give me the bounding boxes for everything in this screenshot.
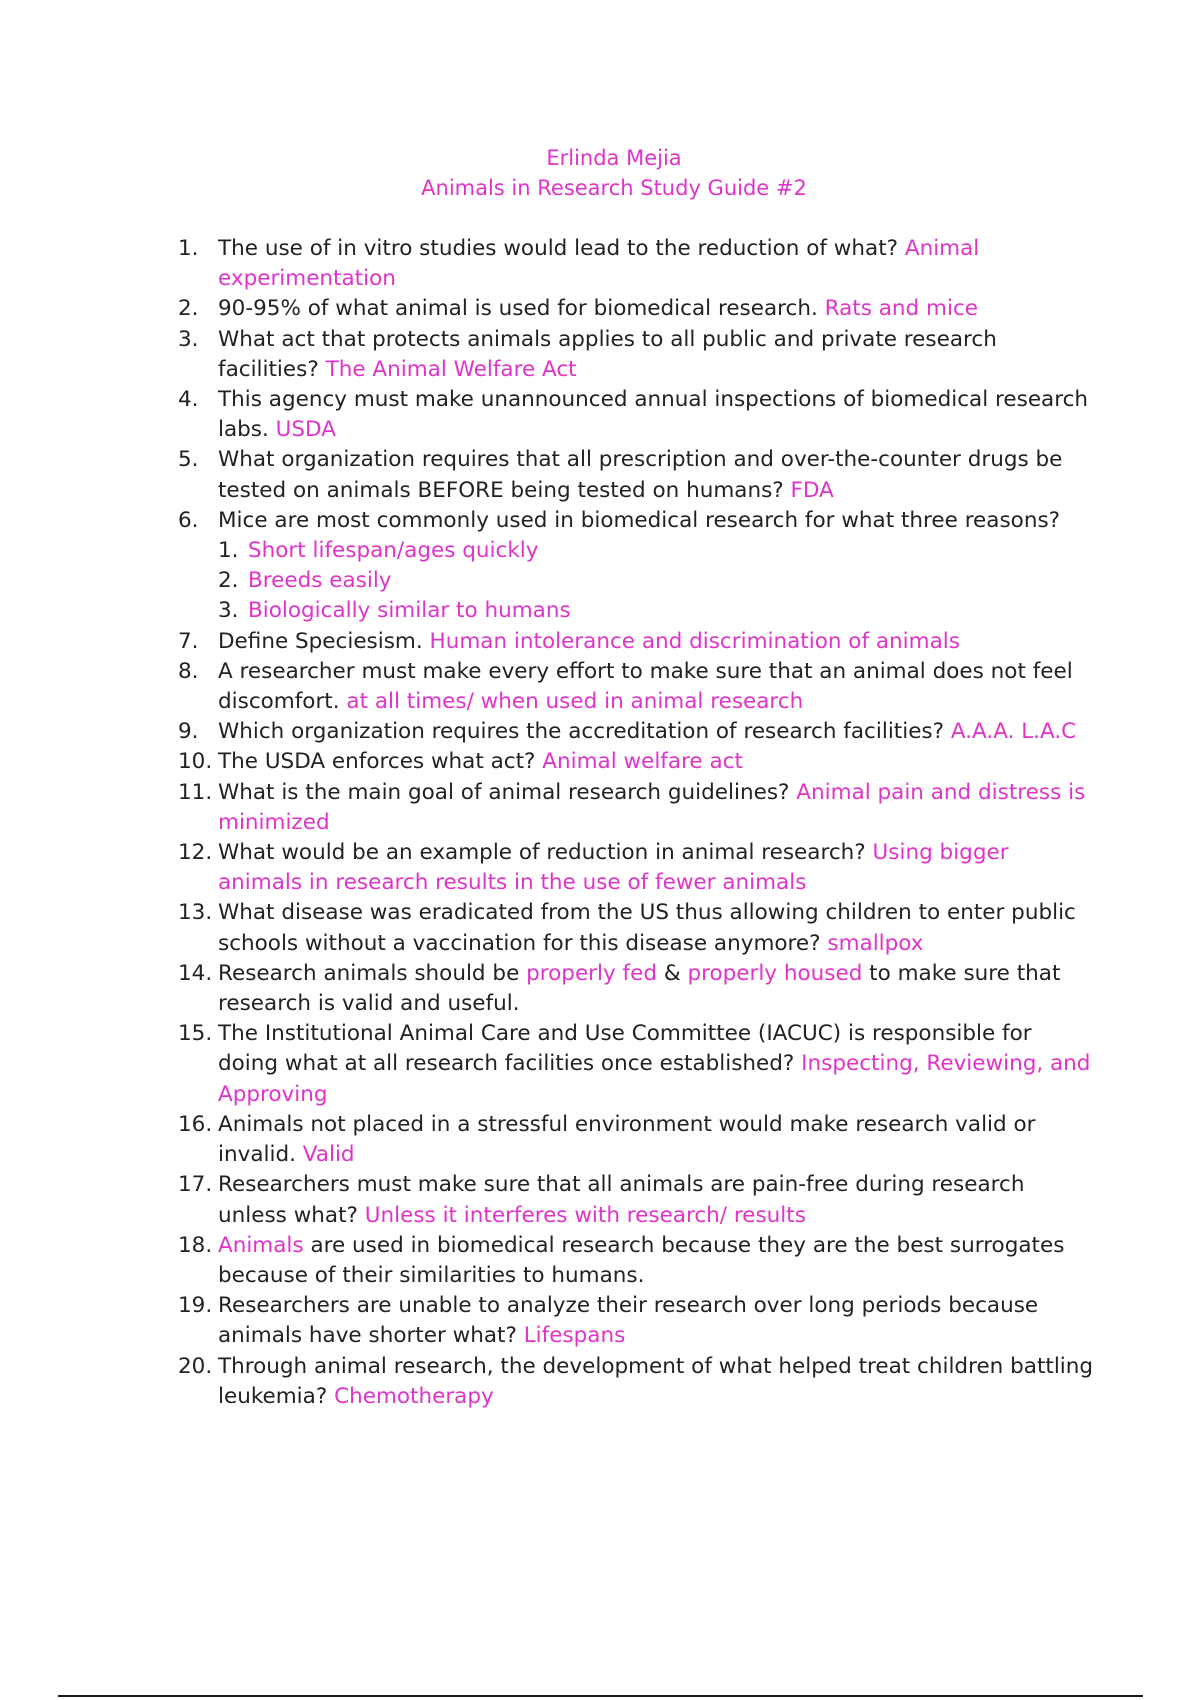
question-body (218, 236, 979, 291)
question-text: & (657, 960, 688, 986)
sub-answer-item (218, 566, 1098, 596)
question-body (218, 840, 1009, 895)
question-item (178, 778, 1098, 838)
question-body (218, 659, 1073, 714)
question-number: 15. (178, 1021, 213, 1047)
question-number: 12. (178, 840, 213, 866)
answer-text: Breeds easily (248, 568, 392, 594)
question-body (218, 780, 1085, 835)
question-body (218, 1233, 1064, 1288)
answer-text: Short lifespan/ages quickly (248, 538, 539, 564)
answer-text: at all times/ when used in animal research (346, 689, 804, 715)
question-body (218, 749, 743, 774)
question-text: The Institutional Animal Care and Use Committee (IACUC) is responsible for doing what at all research facilities once established? (218, 1021, 1032, 1077)
question-number: 3. (178, 326, 199, 352)
question-item (178, 1231, 1098, 1291)
question-text: What disease was eradicated from the US thus allowing children to enter public schools without a vaccination for this disease anymore? (218, 900, 1076, 956)
question-body (218, 296, 978, 321)
answer-text: The Animal Welfare Act (325, 356, 577, 382)
question-text: Animals not placed in a stressful environment would make research valid or invalid. (218, 1111, 1036, 1168)
question-text: are used in biomedical research because they are the best surrogates because of their similarities to humans. (218, 1232, 1065, 1288)
question-text: Which organization requires the accreditation of research facilities? (218, 719, 951, 745)
question-item (178, 325, 1098, 385)
question-body (218, 387, 1088, 442)
question-body (218, 900, 1076, 955)
question-body (218, 961, 1060, 1016)
answer-text: Animals (218, 1232, 304, 1258)
question-body (218, 447, 1062, 502)
answer-text: Animal welfare act (542, 749, 743, 775)
document-header (0, 143, 1200, 203)
sub-answer-number: 3. (218, 598, 239, 624)
question-text: to make sure that research is valid and useful. (218, 960, 1061, 1017)
question-number: 19. (178, 1293, 213, 1319)
question-item (178, 506, 1098, 627)
answer-text: Animal pain and distress is minimized (218, 779, 1086, 835)
question-number: 4. (178, 387, 199, 413)
question-text: What act that protects animals applies to all public and private research facilities? (218, 326, 997, 382)
question-number: 17. (178, 1172, 213, 1198)
question-item (178, 445, 1098, 505)
answer-text: Animal experimentation (218, 236, 980, 292)
answer-text: Unless it interferes with research/ results (364, 1202, 806, 1228)
question-item (178, 234, 1098, 294)
question-item (178, 747, 1098, 777)
question-number: 5. (178, 447, 199, 473)
question-item (178, 627, 1098, 657)
question-number: 6. (178, 507, 199, 533)
answer-text: FDA (790, 477, 834, 503)
answer-text: Chemotherapy (334, 1383, 494, 1409)
question-item (178, 959, 1098, 1019)
question-number: 11. (178, 779, 213, 805)
bottom-divider (58, 1695, 1143, 1697)
question-text: The use of in vitro studies would lead to the reduction of what? (218, 236, 905, 261)
question-item (178, 1291, 1098, 1351)
question-body (218, 327, 997, 382)
author-name: Erlinda Mejia (546, 146, 682, 170)
question-text: What would be an example of reduction in animal research? (218, 840, 873, 866)
answer-text: Human intolerance and discrimination of animals (429, 628, 960, 654)
question-number: 16. (178, 1111, 213, 1137)
question-body (218, 1112, 1036, 1167)
question-item (178, 1019, 1098, 1110)
sub-answer-number: 1. (218, 538, 239, 564)
question-text: Through animal research, the development of what helped treat children battling leukemia? (218, 1353, 1094, 1409)
answer-text: Biologically similar to humans (248, 598, 571, 624)
question-item (178, 1170, 1098, 1230)
question-item (178, 1110, 1098, 1170)
question-item (178, 657, 1098, 717)
question-number: 20. (178, 1353, 213, 1379)
sub-answer-list (218, 536, 1098, 627)
question-number: 9. (178, 719, 199, 745)
question-text: This agency must make unannounced annual inspections of biomedical research labs. (218, 387, 1089, 443)
question-item (178, 1352, 1098, 1412)
question-item (178, 385, 1098, 445)
question-text: The USDA enforces what act? (218, 749, 543, 775)
question-text: What is the main goal of animal research guidelines? (218, 779, 797, 805)
question-body (218, 508, 1060, 533)
sub-answer-item (218, 536, 1098, 566)
question-text: 90-95% of what animal is used for biomedical research. (218, 296, 825, 322)
answer-text: properly housed (687, 960, 863, 986)
question-number: 1. (178, 236, 199, 261)
answer-text: Valid (302, 1142, 355, 1168)
question-number: 13. (178, 900, 213, 926)
answer-text: Using bigger animals in research results in the use of fewer animals (218, 840, 1009, 896)
question-item (178, 294, 1098, 324)
question-text: A researcher must make every effort to make sure that an animal does not feel discomfort. (218, 658, 1073, 715)
question-body (218, 1021, 1090, 1106)
question-text: Researchers must make sure that all animals are pain-free during research unless what? (218, 1172, 1025, 1228)
answer-text: Rats and mice (824, 296, 978, 322)
question-body (218, 1172, 1024, 1227)
question-item (178, 838, 1098, 898)
answer-text: Lifespans (523, 1323, 626, 1349)
sub-answer-number: 2. (218, 568, 239, 594)
question-number: 18. (178, 1232, 213, 1258)
question-item (178, 898, 1098, 958)
question-item (178, 717, 1098, 747)
question-number: 7. (178, 628, 199, 654)
question-list (178, 234, 1098, 1412)
question-text: Researchers are unable to analyze their research over long periods because animals have shorter what? (218, 1293, 1039, 1349)
answer-text: Inspecting, Reviewing, and Approving (218, 1051, 1091, 1107)
answer-text: smallpox (827, 930, 924, 956)
document-title: Animals in Research Study Guide #2 (421, 176, 807, 200)
question-body (218, 1293, 1038, 1348)
question-text: What organization requires that all prescription and over-the-counter drugs be tested on animals BEFORE being tested on humans? (218, 447, 1063, 503)
answer-text: USDA (275, 417, 336, 443)
question-text: Mice are most commonly used in biomedical research for what three reasons? (218, 507, 1061, 533)
question-body (218, 1354, 1093, 1409)
question-number: 10. (178, 749, 213, 775)
answer-text: properly fed (526, 960, 657, 986)
question-body (218, 719, 1076, 744)
question-text: Define Speciesism. (218, 628, 430, 654)
question-body (218, 629, 960, 654)
question-number: 2. (178, 296, 199, 322)
answer-text: A.A.A. L.A.C (950, 719, 1077, 745)
question-text: Research animals should be (218, 960, 527, 986)
sub-answer-item (218, 596, 1098, 626)
question-number: 14. (178, 960, 213, 986)
question-number: 8. (178, 658, 199, 684)
